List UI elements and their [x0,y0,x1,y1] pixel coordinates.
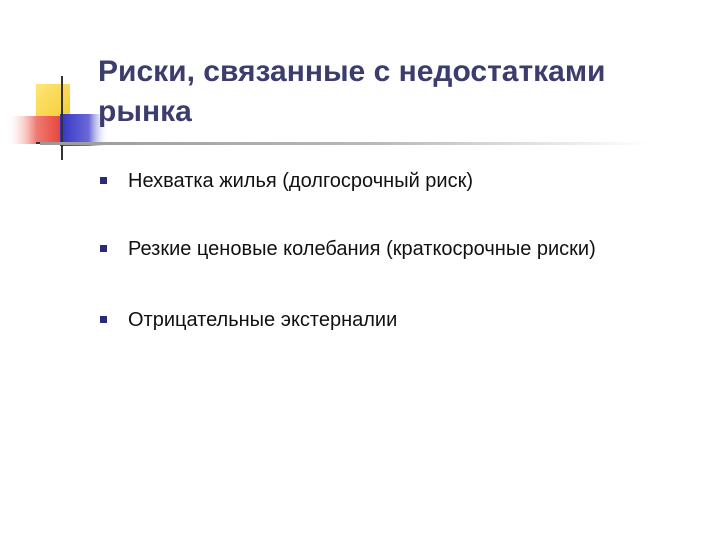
bullet-item [100,307,700,335]
slide-title: Риски, связанные с недостатками рынка [98,55,606,128]
bullet-item [100,236,700,264]
bullet-square-icon [100,177,107,184]
bullet-text: Нехватка жилья (долгосрочный риск) [128,170,474,192]
bullet-text: Отрицательные экстерналии [128,309,398,331]
bullet-text: Резкие ценовые колебания (краткосрочные риски) [128,238,596,260]
title-underline [40,142,650,145]
bullet-item [100,168,700,196]
red-bar [8,116,60,144]
bullet-square-icon [100,245,107,252]
bullet-square-icon [100,316,107,323]
